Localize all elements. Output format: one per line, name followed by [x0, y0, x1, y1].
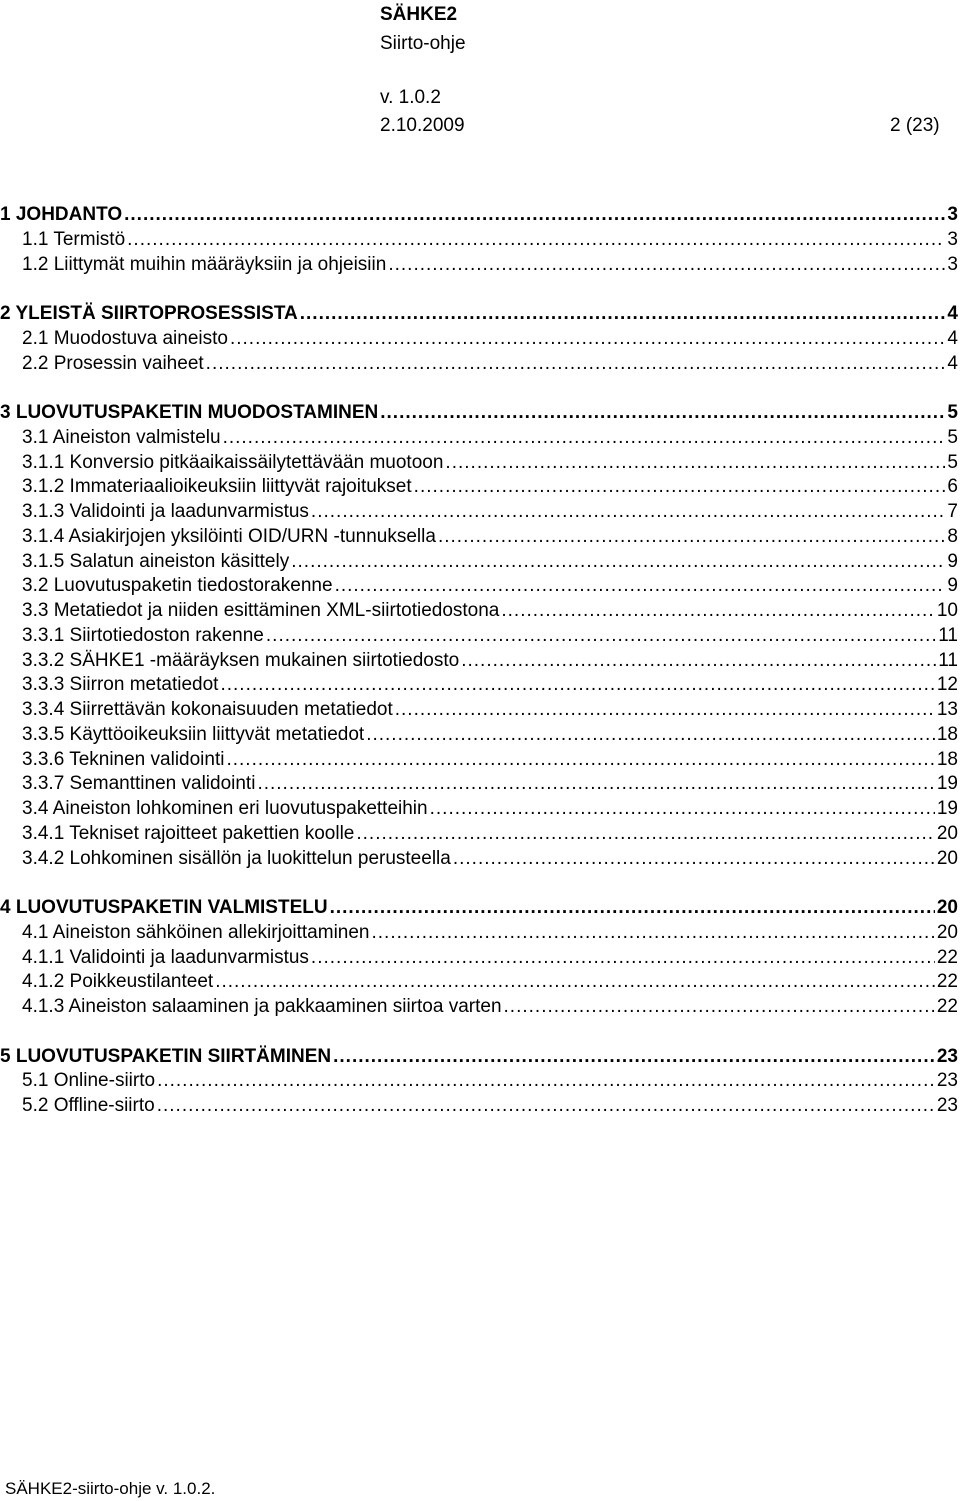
toc-entry-page: 23	[936, 1070, 958, 1092]
toc-entry-title: 4.1.1 Validointi ja laadunvarmistus	[22, 946, 309, 968]
document-date: 2.10.2009	[380, 115, 465, 136]
toc-entry[interactable]	[0, 1044, 958, 1070]
toc-dot-leader	[127, 227, 945, 253]
toc-entry[interactable]	[22, 1093, 958, 1119]
toc-entry[interactable]	[22, 1068, 958, 1094]
toc-dot-leader	[395, 697, 935, 723]
toc-entry[interactable]	[22, 846, 958, 872]
toc-entry-page: 11	[938, 624, 958, 646]
toc-entry-page: 18	[936, 748, 958, 770]
toc-dot-leader	[445, 450, 945, 476]
toc-dot-leader	[438, 524, 945, 550]
toc-entry[interactable]	[22, 499, 958, 525]
toc-entry-page: 12	[936, 674, 958, 696]
toc-entry-page: 9	[947, 550, 958, 572]
toc-dot-leader	[414, 474, 946, 500]
toc-entry[interactable]	[22, 549, 958, 575]
toc-entry-page: 6	[947, 476, 958, 498]
page-footer: SÄHKE2-siirto-ohje v. 1.0.2.	[5, 1479, 216, 1498]
document-title: SÄHKE2	[380, 4, 458, 25]
toc-entry-page: 19	[936, 773, 958, 795]
toc-entry[interactable]	[22, 648, 958, 674]
toc-entry-title: 1.2 Liittymät muihin määräyksiin ja ohjeisiin	[22, 253, 387, 275]
toc-entry-title: 3.1.5 Salatun aineiston käsittely	[22, 550, 290, 572]
toc-entry[interactable]	[22, 945, 958, 971]
toc-dot-leader	[311, 499, 946, 525]
toc-entry-page: 7	[947, 501, 958, 522]
toc-dot-leader	[356, 821, 934, 847]
toc-entry[interactable]	[22, 450, 958, 476]
toc-entry-page: 4	[947, 327, 958, 349]
toc-entry[interactable]	[22, 796, 958, 822]
toc-dot-leader	[501, 598, 934, 624]
toc-entry[interactable]	[22, 598, 958, 624]
toc-dot-leader	[157, 1093, 935, 1119]
toc-dot-leader	[504, 994, 935, 1020]
toc-entry-page: 13	[936, 699, 958, 720]
toc-dot-leader	[215, 969, 935, 995]
toc-entry[interactable]	[22, 672, 958, 698]
toc-entry-title: 3.3.6 Tekninen validointi	[22, 748, 225, 770]
toc-entry-page: 22	[936, 971, 958, 993]
toc-entry-title: 5 LUOVUTUSPAKETIN SIIRTÄMINEN	[0, 1045, 332, 1067]
toc-entry-page: 4	[947, 303, 958, 324]
toc-dot-leader	[230, 326, 945, 352]
page-number: 2 (23)	[890, 115, 940, 136]
toc-entry[interactable]	[22, 524, 958, 550]
toc-dot-leader	[380, 400, 945, 426]
toc-entry[interactable]	[0, 301, 958, 327]
toc-entry-page: 19	[936, 798, 958, 819]
toc-entry-page: 22	[936, 996, 958, 1017]
toc-entry-title: 3.3.7 Semanttinen validointi	[22, 773, 256, 795]
toc-entry-page: 22	[936, 946, 958, 968]
toc-entry[interactable]	[22, 474, 958, 500]
toc-entry-title: 2 YLEISTÄ SIIRTOPROSESSISTA	[0, 303, 298, 324]
toc-entry-title: 3.1.3 Validointi ja laadunvarmistus	[22, 501, 309, 522]
toc-dot-leader	[157, 1068, 935, 1094]
toc-dot-leader	[223, 425, 946, 451]
toc-entry-title: 3.4.2 Lohkominen sisällön ja luokittelun perusteella	[22, 847, 451, 869]
toc-dot-leader	[226, 747, 934, 773]
toc-entry-title: 3.3.3 Siirron metatiedot	[22, 674, 219, 696]
toc-entry-page: 20	[936, 921, 958, 943]
toc-entry[interactable]	[22, 920, 958, 946]
toc-entry-page: 11	[938, 649, 958, 671]
toc-entry-title: 3.3.5 Käyttöoikeuksiin liittyvät metatiedot	[22, 723, 365, 745]
document-subtitle: Siirto-ohje	[380, 33, 466, 54]
toc-entry-page: 4	[947, 352, 958, 374]
toc-entry-title: 5.1 Online-siirto	[22, 1070, 156, 1092]
toc-entry-page: 9	[947, 575, 958, 597]
toc-entry-page: 3	[947, 228, 958, 250]
toc-entry-title: 3.3.4 Siirrettävän kokonaisuuden metatiedot	[22, 699, 393, 720]
toc-entry-title: 3.1.1 Konversio pitkäaikaissäilytettävään muotoon	[22, 451, 444, 473]
toc-entry[interactable]	[0, 895, 958, 921]
toc-entry[interactable]	[22, 969, 958, 995]
toc-dot-leader	[453, 846, 935, 872]
toc-entry-page: 20	[936, 847, 958, 869]
toc-entry-page: 5	[947, 451, 958, 473]
document-version: v. 1.0.2	[380, 87, 441, 108]
toc-entry[interactable]	[22, 252, 958, 278]
toc-dot-leader	[372, 920, 935, 946]
toc-entry-title: 3.4 Aineiston lohkominen eri luovutuspaketteihin	[22, 798, 428, 819]
toc-entry-title: 3.3 Metatiedot ja niiden esittäminen XML-siirtotiedostona	[22, 600, 500, 621]
toc-entry-title: 1.1 Termistö	[22, 228, 126, 250]
toc-entry-page: 8	[947, 525, 958, 547]
toc-entry[interactable]	[0, 400, 958, 426]
toc-dot-leader	[335, 573, 946, 599]
toc-entry-title: 3.3.1 Siirtotiedoston rakenne	[22, 624, 264, 646]
toc-entry[interactable]	[22, 623, 958, 649]
toc-dot-leader	[330, 895, 935, 921]
toc-entry-title: 3.2 Luovutuspaketin tiedostorakenne	[22, 575, 333, 597]
toc-entry-page: 23	[936, 1095, 958, 1116]
toc-dot-leader	[388, 252, 945, 278]
toc-entry-title: 5.2 Offline-siirto	[22, 1095, 155, 1116]
toc-entry-title: 3.4.1 Tekniset rajoitteet pakettien koolle	[22, 822, 355, 844]
toc-entry[interactable]	[22, 994, 958, 1020]
toc-entry-title: 4.1 Aineiston sähköinen allekirjoittaminen	[22, 921, 370, 943]
toc-entry-page: 5	[947, 402, 958, 423]
toc-entry[interactable]	[22, 425, 958, 451]
toc-entry-title: 1 JOHDANTO	[0, 204, 123, 225]
toc-dot-leader	[333, 1044, 935, 1070]
toc-entry[interactable]	[22, 227, 958, 253]
toc-entry-page: 5	[947, 426, 958, 448]
toc-entry-title: 3.1 Aineiston valmistelu	[22, 426, 221, 448]
toc-entry-page: 20	[936, 822, 958, 844]
toc-entry-title: 3 LUOVUTUSPAKETIN MUODOSTAMINEN	[0, 402, 379, 423]
toc-entry-title: 3.3.2 SÄHKE1 -määräyksen mukainen siirtotiedosto	[22, 649, 460, 671]
toc-dot-leader	[291, 549, 945, 575]
toc-entry-title: 2.2 Prosessin vaiheet	[22, 352, 204, 374]
toc-entry-page: 20	[936, 897, 958, 918]
toc-entry-page: 23	[936, 1045, 958, 1067]
toc-entry[interactable]	[22, 697, 958, 723]
toc-entry-title: 4 LUOVUTUSPAKETIN VALMISTELU	[0, 897, 328, 918]
toc-entry-page: 18	[936, 723, 958, 745]
toc-entry-page: 3	[947, 204, 958, 225]
toc-entry-title: 3.1.4 Asiakirjojen yksilöinti OID/URN -tunnuksella	[22, 525, 436, 547]
toc-entry[interactable]	[22, 771, 958, 797]
toc-dot-leader	[366, 722, 935, 748]
toc-entry[interactable]	[22, 351, 958, 377]
toc-entry-title: 4.1.3 Aineiston salaaminen ja pakkaaminen siirtoa varten	[22, 996, 502, 1017]
toc-dot-leader	[430, 796, 935, 822]
toc-entry-title: 3.1.2 Immateriaalioikeuksiin liittyvät rajoitukset	[22, 476, 412, 498]
toc-entry[interactable]	[0, 202, 958, 228]
toc-entry-title: 4.1.2 Poikkeustilanteet	[22, 971, 214, 993]
toc-dot-leader	[300, 301, 946, 327]
toc-dot-leader	[266, 623, 936, 649]
toc-dot-leader	[124, 202, 945, 228]
toc-entry-page: 10	[936, 600, 958, 621]
toc-entry[interactable]	[22, 821, 958, 847]
toc-entry[interactable]	[22, 747, 958, 773]
toc-entry-page: 3	[947, 253, 958, 275]
toc-dot-leader	[257, 771, 934, 797]
toc-entry-title: 2.1 Muodostuva aineisto	[22, 327, 228, 349]
toc-dot-leader	[311, 945, 935, 971]
toc-entry[interactable]	[22, 573, 958, 599]
toc-entry[interactable]	[22, 722, 958, 748]
toc-dot-leader	[220, 672, 934, 698]
toc-dot-leader	[461, 648, 936, 674]
toc-entry[interactable]	[22, 326, 958, 352]
toc-dot-leader	[206, 351, 946, 377]
